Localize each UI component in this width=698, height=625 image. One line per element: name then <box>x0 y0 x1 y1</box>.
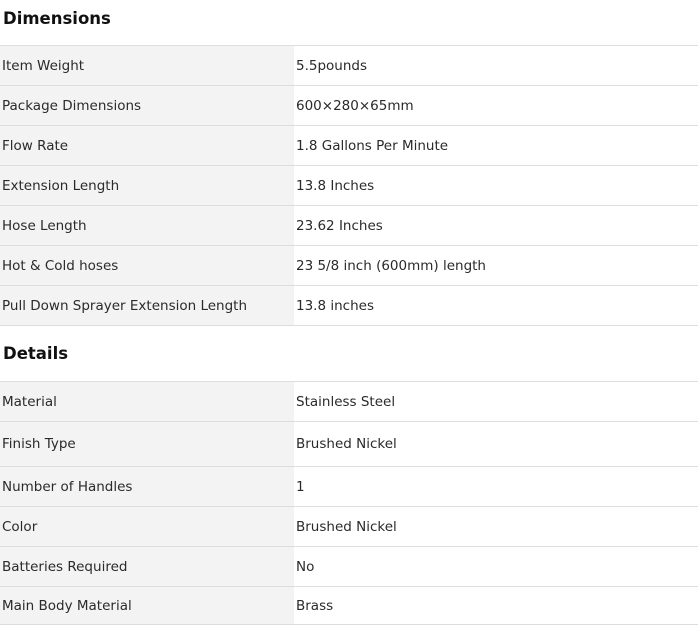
spec-label: Material <box>0 382 294 422</box>
spec-label: Hot & Cold hoses <box>0 246 294 286</box>
table-row-batteries-required <box>0 547 698 587</box>
spec-label: Color <box>0 507 294 547</box>
table-row-finish-type <box>0 422 698 467</box>
spec-label: Item Weight <box>0 46 294 86</box>
spec-value: Brushed Nickel <box>294 507 698 547</box>
spec-label: Flow Rate <box>0 126 294 166</box>
spec-label: Number of Handles <box>0 467 294 507</box>
spec-label: Package Dimensions <box>0 86 294 126</box>
spec-value: Stainless Steel <box>294 382 698 422</box>
table-row-hot-cold-hoses <box>0 246 698 286</box>
spec-value: 1 <box>294 467 698 507</box>
spec-value: 23 5/8 inch (600mm) length <box>294 246 698 286</box>
spec-value: No <box>294 547 698 587</box>
spec-label: Main Body Material <box>0 587 294 625</box>
spec-label: Batteries Required <box>0 547 294 587</box>
table-row-color <box>0 507 698 547</box>
spec-value: Brass <box>294 587 698 625</box>
table-row-main-body-material <box>0 587 698 625</box>
table-row-sprayer-extension-length <box>0 286 698 326</box>
spec-label: Pull Down Sprayer Extension Length <box>0 286 294 326</box>
spec-label: Finish Type <box>0 422 294 467</box>
table-row-flow-rate <box>0 126 698 166</box>
spec-value: 5.5pounds <box>294 46 698 86</box>
spec-value: Brushed Nickel <box>294 422 698 467</box>
table-row-extension-length <box>0 166 698 206</box>
dimensions-heading: Dimensions <box>3 9 111 28</box>
table-row-number-of-handles <box>0 467 698 507</box>
spec-label: Extension Length <box>0 166 294 206</box>
spec-value: 1.8 Gallons Per Minute <box>294 126 698 166</box>
spec-value: 23.62 Inches <box>294 206 698 246</box>
spec-value: 13.8 inches <box>294 286 698 326</box>
spec-value: 13.8 Inches <box>294 166 698 206</box>
table-row-material <box>0 382 698 422</box>
table-row-hose-length <box>0 206 698 246</box>
details-table <box>0 381 698 625</box>
table-row-package-dimensions <box>0 86 698 126</box>
spec-label: Hose Length <box>0 206 294 246</box>
spec-value: 600×280×65mm <box>294 86 698 126</box>
details-heading: Details <box>3 344 69 363</box>
table-row-item-weight <box>0 46 698 86</box>
dimensions-table <box>0 45 698 326</box>
